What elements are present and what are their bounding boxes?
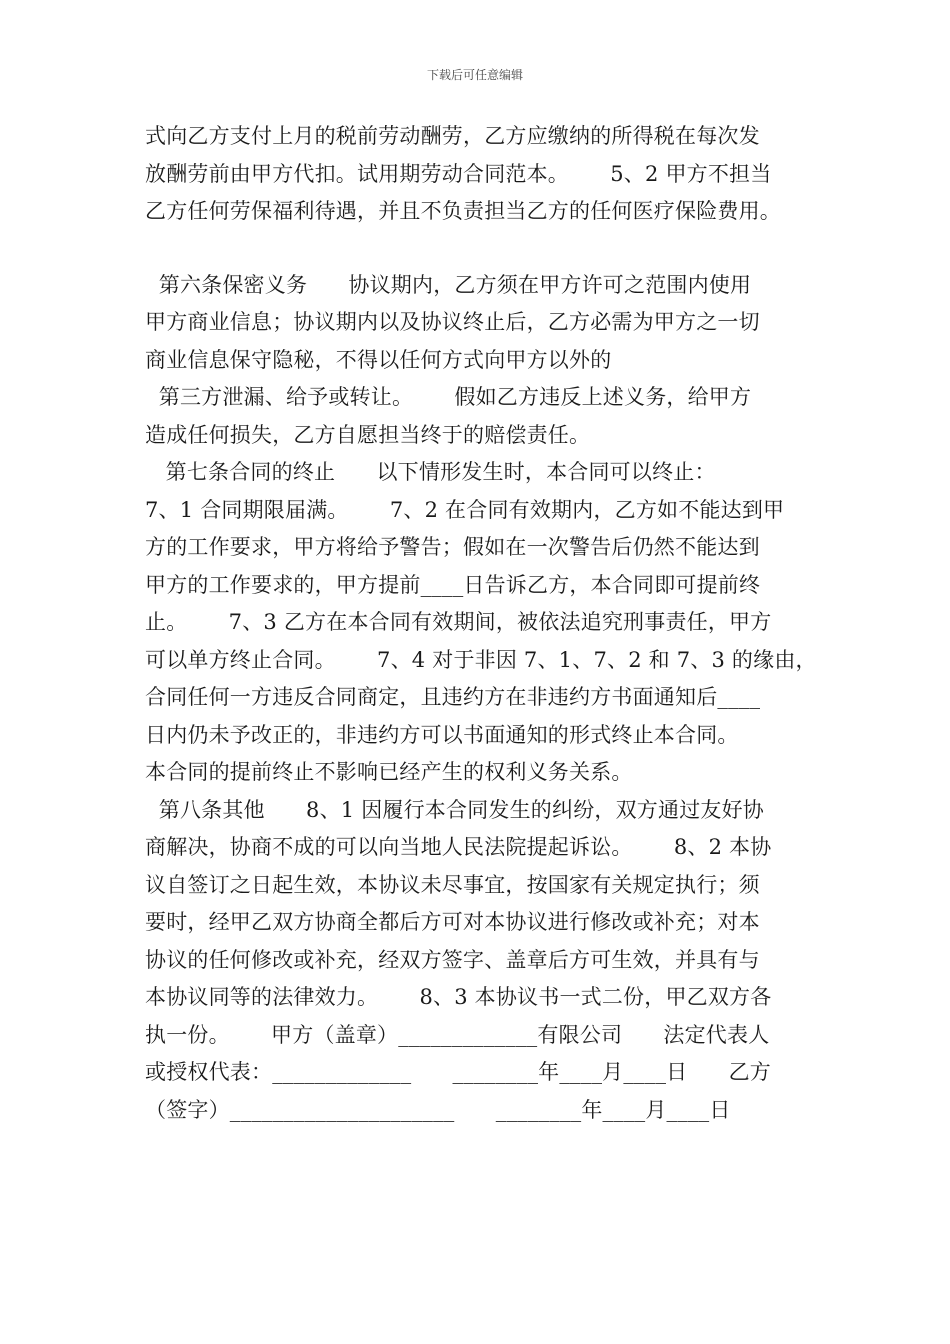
- body-line: 造成任何损失，乙方自愿担当终于的赔偿责任。: [145, 422, 591, 447]
- body-line: 7、1 合同期限届满。 7、2 在合同有效期内，乙方如不能达到甲: [145, 497, 785, 522]
- body-line: 第七条合同的终止 以下情形发生时，本合同可以终止：: [145, 460, 716, 484]
- page-header-note: 下载后可任意编辑: [426, 68, 523, 82]
- body-line: 本合同的提前终止不影响已经产生的权利义务关系。: [145, 760, 633, 784]
- paragraph-gap: [145, 231, 825, 267]
- body-line: 议自签订之日起生效，本协议未尽事宜，按国家有关规定执行；须: [145, 872, 760, 897]
- body-line: 甲方的工作要求的，甲方提前____日告诉乙方，本合同即可提前终: [145, 572, 761, 597]
- body-line: 合同任何一方违反合同商定，且违约方在非违约方书面通知后____: [145, 685, 761, 709]
- body-line: 可以单方终止合同。 7、4 对于非因 7、1、7、2 和 7、3 的缘由，: [145, 647, 817, 672]
- body-line: 日内仍未予改正的，非违约方可以书面通知的形式终止本合同。: [145, 722, 739, 747]
- body-line: 第八条其他 8、1 因履行本合同发生的纠纷，双方通过友好协: [145, 797, 764, 822]
- document-body: [145, 118, 825, 1129]
- body-line: 本协议同等的法律效力。 8、3 本协议书一式二份，甲乙双方各: [145, 985, 772, 1009]
- body-line: 第六条保密义务 协议期内，乙方须在甲方许可之范围内使用: [145, 272, 752, 297]
- body-line: 要时，经甲乙双方协商全都后方可对本协议进行修改或补充；对本: [145, 910, 760, 934]
- body-line: 商业信息保守隐秘，不得以任何方式向甲方以外的: [145, 347, 612, 372]
- body-line: （签字）_____________________ ________年____月____日: [145, 1097, 731, 1122]
- body-line: 止。 7、3 乙方在本合同有效期间，被依法追究刑事责任，甲方: [145, 610, 772, 634]
- body-line: 甲方商业信息；协议期内以及协议终止后，乙方必需为甲方之一切: [145, 310, 760, 334]
- body-line: 乙方任何劳保福利待遇，并且不负责担当乙方的任何医疗保险费用。: [145, 199, 781, 223]
- body-line: 放酬劳前由甲方代扣。试用期劳动合同范本。 5、2 甲方不担当: [145, 161, 772, 186]
- body-line: 或授权代表：_____________ ________年____月____日 乙方: [145, 1060, 772, 1084]
- body-line: 执一份。 甲方（盖章）_____________有限公司 法定代表人: [145, 1022, 770, 1047]
- body-line: 协议的任何修改或补充，经双方签字、盖章后方可生效，并具有与: [145, 947, 760, 972]
- body-line: 式向乙方支付上月的税前劳动酬劳，乙方应缴纳的所得税在每次发: [145, 124, 760, 148]
- body-line: 第三方泄漏、给予或转让。 假如乙方违反上述义务，给甲方: [145, 385, 752, 409]
- body-line: 方的工作要求，甲方将给予警告；假如在一次警告后仍然不能达到: [145, 535, 760, 559]
- body-line: 商解决，协商不成的可以向当地人民法院提起诉讼。 8、2 本协: [145, 835, 772, 859]
